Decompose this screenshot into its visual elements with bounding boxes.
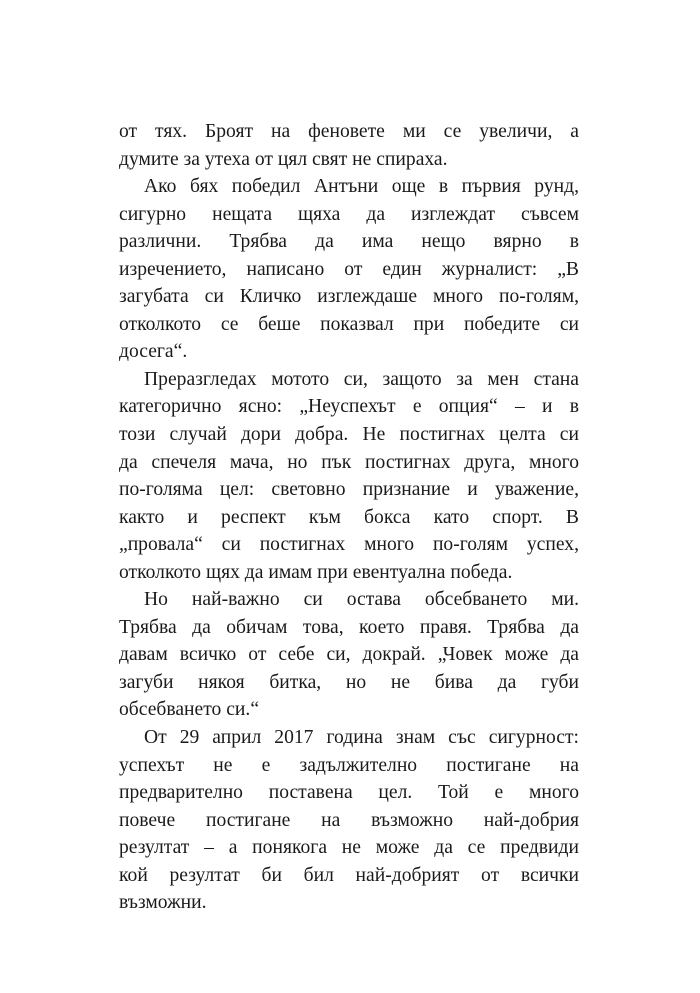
text-line: Преразгледах мотото си, защото за мен стана	[144, 368, 579, 390]
text-line: Трябва да обичам това, което правя. Трябва да	[119, 616, 579, 638]
text-line: думите за утеха от цял свят не спираха.	[119, 148, 448, 170]
text-line: този случай дори добра. Не постигнах целта си	[119, 424, 579, 446]
text-line: категорично ясно: „Неуспехът е опция“ – и в	[119, 396, 579, 418]
text-line: отколкото щях да имам при евентуална победа.	[119, 561, 513, 583]
paragraph	[119, 366, 579, 586]
text-line: От 29 април 2017 година знам със сигурност:	[144, 727, 579, 749]
text-line: предварително поставена цел. Той е много	[119, 782, 579, 804]
text-line: „провала“ си постигнах много по-голям успех,	[119, 534, 579, 556]
text-line: Ако бях победил Антъни още в първия рунд,	[144, 176, 579, 198]
text-line: загуби някоя битка, но не бива да губи	[119, 671, 579, 693]
text-line: отколкото се беше показвал при победите си	[119, 313, 579, 335]
body-text	[119, 118, 579, 917]
text-line: Но най-важно си остава обсебването ми.	[144, 589, 579, 611]
text-line: повече постигане на възможно най-добрия	[119, 809, 579, 831]
text-line: възможни.	[119, 892, 207, 914]
paragraph	[119, 173, 579, 366]
paragraph	[119, 586, 579, 724]
text-line: да спечеля мача, но пък постигнах друга, много	[119, 451, 579, 473]
text-line: както и респект към бокса като спорт. В	[119, 506, 579, 528]
paragraph	[119, 118, 579, 173]
text-line: успехът не е задължително постигане на	[119, 754, 579, 776]
paragraph	[119, 724, 579, 917]
text-line: досега“.	[119, 341, 188, 363]
text-line: кой резултат би бил най-добрият от всички	[119, 864, 579, 886]
text-line: различни. Трябва да има нещо вярно в	[119, 231, 579, 253]
text-line: обсебването си.“	[119, 699, 260, 721]
text-line: давам всичко от себе си, докрай. „Човек може да	[119, 644, 579, 666]
text-line: сигурно нещата щяха да изглеждат съвсем	[119, 203, 579, 225]
text-line: по-голяма цел: световно признание и уважение,	[119, 479, 579, 501]
text-line: загубата си Кличко изглеждаше много по-голям,	[119, 286, 579, 308]
text-line: от тях. Броят на феновете ми се увеличи, а	[119, 121, 579, 142]
text-line: изречението, написано от един журналист: „В	[119, 258, 579, 280]
text-line: резултат – а понякога не може да се предвиди	[119, 837, 579, 859]
